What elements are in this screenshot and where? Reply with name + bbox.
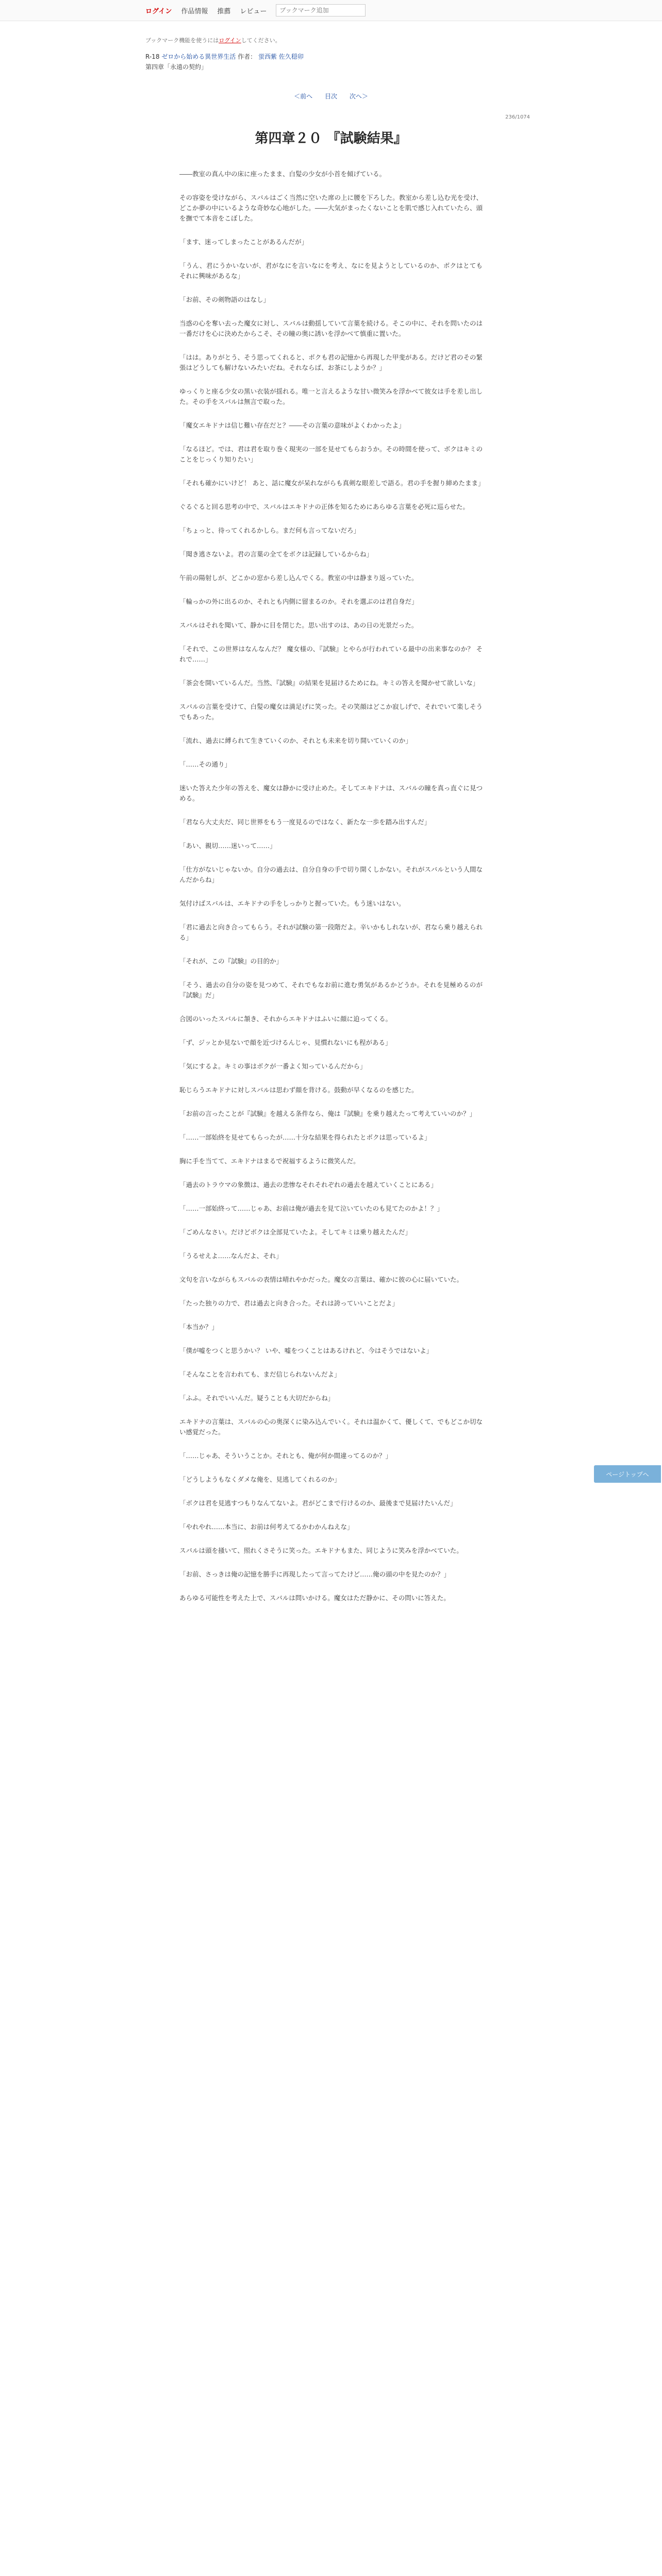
body-paragraph: 「気にするよ。キミの事はボクが一番よく知っているんだから」 (179, 1062, 367, 1070)
body-paragraph: 迷いた答えた少年の答えを、魔女は静かに受け止めた。そしてエキドナは、スバルの瞳を真っ直ぐに見つめる。 (179, 784, 483, 802)
nav-item-review[interactable]: レビュー (240, 7, 267, 15)
author-link[interactable]: 蛍西紫 佐久穏卯 (258, 53, 304, 60)
body-paragraph: 「うん、君にうかいないが、君がなにを言いなにを考え、なにを見ようとしているのか、ボクはとてもそれに興味があるな」 (179, 262, 483, 280)
body-paragraph: 「流れ、過去に縛られて生きていくのか、それとも未来を切り開いていくのか」 (179, 737, 412, 744)
body-paragraph: 胸に手を当てて、エキドナはまるで祝福するように微笑んだ。 (179, 1157, 360, 1165)
body-paragraph: 「君に過去と向き合ってもらう。それが試験の第一段階だよ。辛いかもしれないが、君なら乗り越えられる」 (179, 923, 483, 941)
body-paragraph: あらゆる可能性を考えた上で、スバルは問いかける。魔女はただ静かに、その問いに答えた。 (179, 1594, 450, 1602)
nav-item-recommend[interactable]: 推薦 (217, 7, 231, 15)
body-paragraph: スバルは頭を掻いて、照れくさそうに笑った。エキドナもまた、同じように笑みを浮かべていた。 (179, 1547, 463, 1554)
body-paragraph: 「それで、この世界はなんなんだ？ 魔女様の、『試験』とやらが行われている最中の出来事なのか？ それで……」 (179, 645, 483, 663)
body-paragraph: スバルはそれを聞いて、静かに目を閉じた。思い出すのは、あの日の光景だった。 (179, 621, 418, 629)
rating-badge: R-18 (145, 53, 160, 60)
body-paragraph: 「たった独りの力で、君は過去と向き合った。それは誇っていいことだよ」 (179, 1299, 399, 1307)
body-paragraph: ゆっくりと座る少女の黒い衣装が揺れる。唯一と言えるような甘い微笑みを浮かべて彼女は手を差し出した。その手をスバルは無言で取った。 (179, 387, 483, 405)
body-paragraph: 「うるせえよ……なんだよ、それ」 (179, 1252, 283, 1260)
top-navigation-bar (0, 0, 662, 21)
notice-login-link[interactable]: ログイン (219, 37, 241, 44)
body-paragraph: 「……その通り」 (179, 760, 231, 768)
body-paragraph: その容姿を受けながら、スバルはごく当然に空いた席の上に腰を下ろした。教室から差し込む光を受け、どこか夢の中にいるような奇妙な心地がした。――大気がまったくないことを肌で感じ入れていたら、頭を撫でて本音をこぼした。 (179, 194, 483, 222)
work-meta (145, 52, 304, 72)
notice-prefix: ブックマーク機能を使うには (145, 37, 219, 44)
body-paragraph: 「お前、さっきは俺の記憶を勝手に再現したって言ってたけど……俺の頭の中を見たのか？」 (179, 1570, 451, 1578)
nav-item-info[interactable]: 作品情報 (181, 7, 208, 15)
body-paragraph: 「仕方がないじゃないか。自分の過去は、自分自身の手で切り開くしかない。それがスバルという人間なんだからね」 (179, 866, 483, 884)
body-paragraph: 「過去のトラウマの象徴は、過去の悲惨なそれそれぞれの過去を越えていくことにある」 (179, 1181, 438, 1189)
chapter-body (179, 169, 483, 1617)
toc-link[interactable]: 目次 (324, 93, 337, 100)
body-paragraph: 「ごめんなさい。だけどボクは全部見ていたよ。そしてキミは乗り越えたんだ」 (179, 1228, 412, 1236)
body-paragraph: 「そう、過去の自分の姿を見つめて、それでもなお前に進む勇気があるかどうか。それを見極めるのが『試験』だ」 (179, 981, 483, 999)
body-paragraph: 「魔女エキドナは信じ難い存在だと？――その言葉の意味がよくわかったよ」 (179, 421, 405, 429)
prev-link[interactable]: ＜前へ (294, 93, 313, 100)
body-paragraph: 「どうしようもなくダメな俺を、見逃してくれるのか」 (179, 1476, 341, 1483)
body-paragraph: 「僕が嘘をつくと思うかい？ いや、嘘をつくことはあるけれど、今はそうではないよ」 (179, 1347, 433, 1354)
body-paragraph: 「やれやれ……本当に、お前は何考えてるかわかんねえな」 (179, 1523, 354, 1531)
work-title-link[interactable]: ゼロから始める異世界生活 (161, 53, 236, 60)
topbar-content (145, 0, 366, 21)
body-paragraph: 「本当か？」 (179, 1323, 219, 1331)
body-paragraph: 「あい、親切……迷いって……」 (179, 842, 276, 850)
chapter-label: 第四章「永遠の契約」 (145, 63, 208, 71)
body-paragraph: 「そんなことを言われても、まだ信じられないんだよ」 (179, 1370, 341, 1378)
body-paragraph: 「ふふ。それでいいんだ。疑うことも大切だからね」 (179, 1394, 335, 1402)
notice-suffix: してください。 (241, 37, 281, 44)
body-paragraph: 恥じらうエキドナに対しスバルは思わず顔を背ける。鼓動が早くなるのを感じた。 (179, 1086, 418, 1094)
body-paragraph: 「ず、ジッとか見ないで顔を近づけるんじゃ、見慣れないにも程がある」 (179, 1039, 392, 1046)
body-paragraph: 「ボクは君を見逃すつもりなんてないよ。君がどこまで行けるのか、最後まで見届けたいんだ」 (179, 1499, 457, 1507)
login-notice (145, 36, 281, 44)
body-paragraph: 「茶会を開いているんだ。当然、『試験』の結果を見届けるためにね。キミの答えを聞かせて欲しいな」 (179, 679, 479, 687)
body-paragraph: 午前の陽射しが、どこかの窓から差し込んでくる。教室の中は静まり返っていた。 (179, 574, 418, 582)
body-paragraph: 「ます、迷ってしまったことがあるんだが」 (179, 238, 308, 246)
login-button[interactable]: ログイン (145, 7, 172, 15)
chapter-title: 第四章２０ 『試験結果』 (255, 131, 407, 146)
body-paragraph: 「なるほど。では、君は君を取り巻く現実の一部を見せてもらおうか。その時間を使って、ボクはキミのことをじっくり知りたい」 (179, 445, 483, 463)
body-paragraph: 「お前、その剣物語のはなし」 (179, 296, 270, 303)
page-number: 236/1074 (505, 114, 530, 120)
body-paragraph: 「お前の言ったことが『試験』を越える条件なら、俺は『試験』を乗り越えたって考えていいのか？」 (179, 1110, 476, 1117)
body-paragraph: 気付けばスバルは、エキドナの手をしっかりと握っていた。もう迷いはない。 (179, 900, 405, 907)
body-paragraph: 「……一部始終って……じゃあ、お前は俺が過去を見て泣いていたのも見てたのかよ！？」 (179, 1205, 444, 1212)
body-paragraph: 「聞き逃さないよ。君の言葉の全てをボクは記録しているからね」 (179, 550, 373, 558)
body-paragraph: 「ちょっと、待ってくれるかしら。まだ何も言ってないだろ」 (179, 527, 360, 534)
body-paragraph: ぐるぐると回る思考の中で、スバルはエキドナの正体を知るためにあらゆる言葉を必死に巡らせた。 (179, 503, 469, 511)
body-paragraph: 「……一部始終を見せてもらったが……十分な結果を得られたとボクは思っているよ」 (179, 1133, 431, 1141)
body-paragraph: 文句を言いながらもスバルの表情は晴れやかだった。魔女の言葉は、確かに彼の心に届いていた。 (179, 1276, 464, 1283)
body-paragraph: 「輪っかの外に出るのか、それとも内側に留まるのか。それを選ぶのは君自身だ」 (179, 598, 418, 605)
bookmark-input[interactable] (276, 4, 366, 16)
body-paragraph: 「それも確かにいけど！ あと、話に魔女が呆れながらも真剣な眼差しで語る。君の手を握り締めたまま」 (179, 479, 485, 487)
body-paragraph: エキドナの言葉は、スバルの心の奥深くに染み込んでいく。それは温かくて、優しくて、でもどこか切ない感覚だった。 (179, 1418, 483, 1436)
body-paragraph: 合図のいったスバルに頷き、それからエキドナはふいに顔に迫ってくる。 (179, 1015, 392, 1023)
pager-top (0, 92, 662, 100)
body-paragraph: 当惑の心を奪い去った魔女に対し、スバルは動揺していて言葉を続ける。そこの中に、それを問いたのは一番だけを心に決めたからこそ、その瞳の奥に誘いを浮かべて慎重に置いた。 (179, 319, 483, 337)
page-top-button[interactable]: ページトップへ (594, 1465, 661, 1483)
body-paragraph: 「はは。ありがとう、そう思ってくれると、ボクも君の記憶から再現した甲斐がある。だけど君のその緊張はどうしても解けないみたいだね。それならば、お茶にしようか？」 (179, 353, 483, 371)
next-link[interactable]: 次へ＞ (349, 93, 368, 100)
body-paragraph: ――教室の真ん中の床に座ったまま、白髪の少女が小首を傾げている。 (179, 170, 386, 178)
body-paragraph: 「君なら大丈夫だ、同じ世界をもう一度見るのではなく、新たな一歩を踏み出すんだ」 (179, 818, 431, 826)
body-paragraph: 「……じゃあ、そういうことか。それとも、俺が何か間違ってるのか？」 (179, 1452, 392, 1460)
body-paragraph: 「それが、この『試験』の目的か」 (179, 957, 283, 965)
author-prefix: 作者： (238, 53, 257, 60)
body-paragraph: スバルの言葉を受けて、白髪の魔女は満足げに笑った。その笑顔はどこか寂しげで、それでいて楽しそうでもあった。 (179, 703, 483, 721)
